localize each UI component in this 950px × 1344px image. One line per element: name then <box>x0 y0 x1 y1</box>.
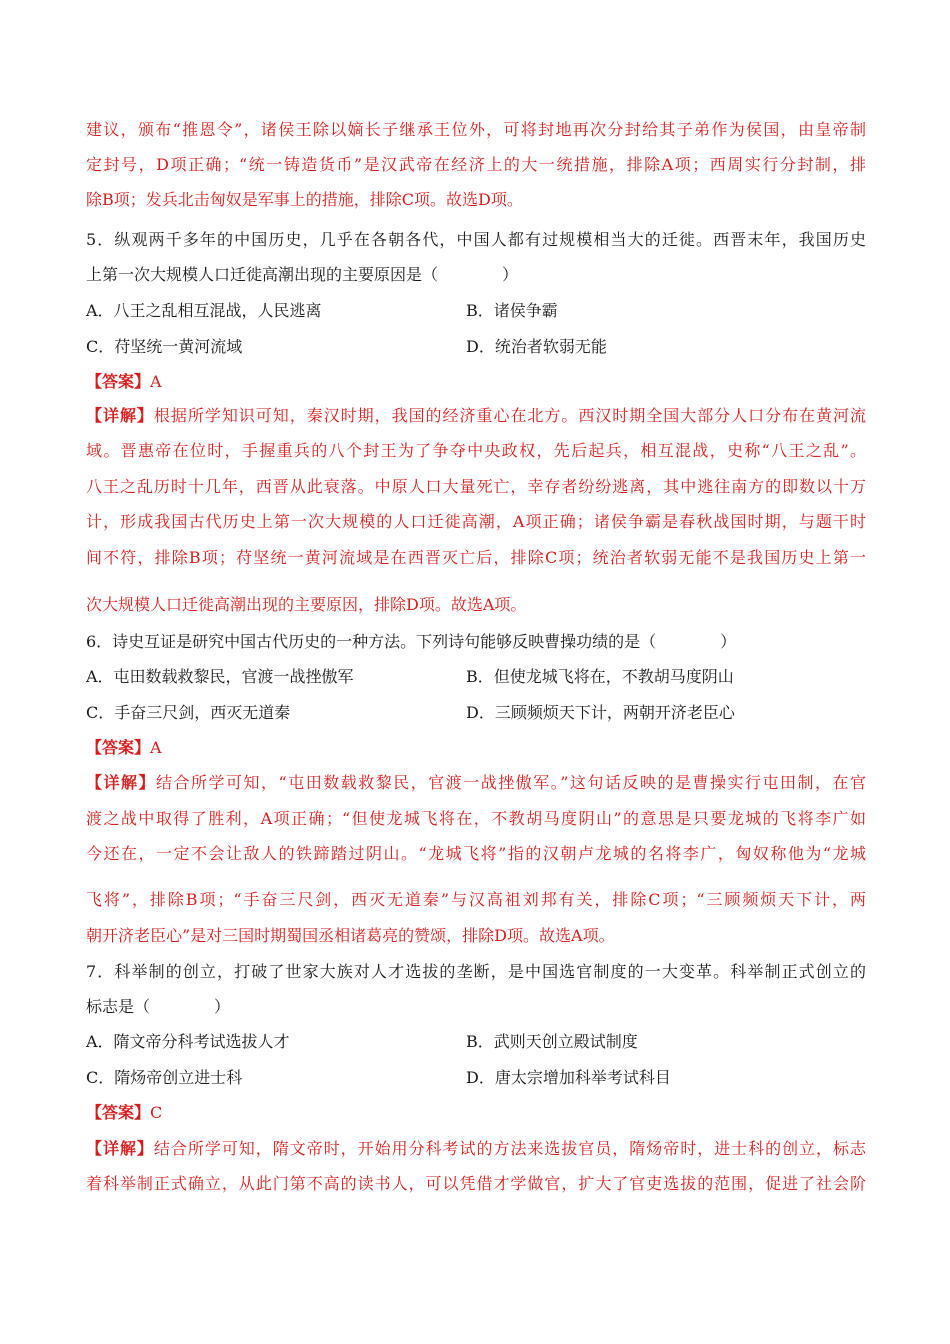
q5-option-b: B．诸侯争霸 <box>466 301 558 320</box>
q7-option-b: B．武则天创立殿试制度 <box>466 1032 638 1051</box>
q6-detail-tag: 【详解】 <box>86 773 157 792</box>
q7-option-a: A．隋文帝分科考试选拔人才 <box>86 1032 290 1051</box>
q5-stem-line-1: 5．纵观两千多年的中国历史，几乎在各朝各代，中国人都有过规模相当大的迁徙。西晋末年，我国历史 <box>86 230 866 249</box>
q7-answer-value: C <box>150 1103 163 1122</box>
q6-option-c: C．手奋三尺剑，西灭无道秦 <box>86 703 291 722</box>
q6-detail-line-3: 今还在，一定不会让敌人的铁蹄踏过阴山。“龙城飞将”指的汉朝卢龙城的名将李广，匈奴称他为“龙城 <box>86 844 866 863</box>
q6-detail-line-2: 渡之战中取得了胜利，A项正确；“但使龙城飞将在，不教胡马度阴山”的意思是只要龙城的飞将李广如 <box>86 809 866 828</box>
q5-option-c: C．苻坚统一黄河流域 <box>86 337 243 356</box>
q6-option-b: B．但使龙城飞将在，不教胡马度阴山 <box>466 667 734 686</box>
q5-detail-line-4: 计，形成我国古代历史上第一次大规模的人口迁徙高潮，A项正确；诸侯争霸是春秋战国时期，与题干时 <box>86 512 866 531</box>
q7-option-c: C．隋炀帝创立进士科 <box>86 1068 243 1087</box>
q5-stem-line-2: 上第一次大规模人口迁徙高潮出现的主要原因是（ ） <box>86 265 519 284</box>
q7-answer <box>86 1102 162 1124</box>
q7-stem-line-1: 7．科举制的创立，打破了世家大族对人才选拔的垄断，是中国选官制度的一大变革。科举制正式创立的 <box>86 962 866 981</box>
q5-detail-line-1 <box>86 405 866 427</box>
prev-detail-line-2: 定封号，D项正确；“统一铸造货币”是汉武帝在经济上的大一统措施，排除A项；西周实行分封制，排 <box>86 155 866 174</box>
q6-answer <box>86 737 162 759</box>
q5-detail-tag: 【详解】 <box>86 406 154 425</box>
q5-answer-value: A <box>150 372 162 391</box>
q7-answer-tag: 【答案】 <box>86 1103 151 1122</box>
q7-detail-line-1 <box>86 1138 866 1160</box>
q5-answer <box>86 371 162 393</box>
q5-option-a: A．八王之乱相互混战，人民逃离 <box>86 301 322 320</box>
q6-answer-tag: 【答案】 <box>86 738 151 757</box>
q6-detail-text-1: 结合所学可知，“屯田数载救黎民，官渡一战挫傲军。”这句话反映的是曹操实行屯田制，在官 <box>156 773 866 792</box>
q5-option-d: D．统治者软弱无能 <box>466 337 607 356</box>
q5-detail-line-2: 域。晋惠帝在位时，手握重兵的八个封王为了争夺中央政权，先后起兵，相互混战，史称“八王之乱”。 <box>86 441 866 460</box>
q7-stem-line-2: 标志是（ ） <box>86 997 231 1016</box>
q7-detail-tag: 【详解】 <box>86 1139 154 1158</box>
q6-answer-value: A <box>150 738 162 757</box>
q5-detail-text-1: 根据所学知识可知，秦汉时期，我国的经济重心在北方。西汉时期全国大部分人口分布在黄河流 <box>153 406 866 425</box>
q5-detail-line-5: 间不符，排除B项；苻坚统一黄河流域是在西晋灭亡后，排除C项；统治者软弱无能不是我国历史上第一 <box>86 548 866 567</box>
prev-detail-line-1: 建议，颁布“推恩令”，诸侯王除以嫡长子继承王位外，可将封地再次分封给其子弟作为侯国，由皇帝制 <box>86 120 866 139</box>
q5-answer-tag: 【答案】 <box>86 372 151 391</box>
q7-detail-line-2: 着科举制正式确立，从此门第不高的读书人，可以凭借才学做官，扩大了官吏选拔的范围，促进了社会阶 <box>86 1174 866 1193</box>
q7-option-d: D．唐太宗增加科举考试科目 <box>466 1068 671 1087</box>
q6-detail-line-4: 飞将”，排除B项；“手奋三尺剑，西灭无道秦”与汉高祖刘邦有关，排除C项；“三顾频烦天下计，两 <box>86 890 866 909</box>
q6-detail-line-5: 朝开济老臣心”是对三国时期蜀国丞相诸葛亮的赞颂，排除D项。故选A项。 <box>86 926 615 945</box>
prev-detail-line-3: 除B项；发兵北击匈奴是军事上的措施，排除C项。故选D项。 <box>86 190 523 209</box>
q7-detail-text-1: 结合所学可知，隋文帝时，开始用分科考试的方法来选拔官员，隋炀帝时，进士科的创立，标志 <box>153 1139 866 1158</box>
q5-detail-line-3: 八王之乱历时十几年，西晋从此衰落。中原人口大量死亡，幸存者纷纷逃离，其中逃往南方的即数以十万 <box>86 477 866 496</box>
q5-detail-line-6: 次大规模人口迁徙高潮出现的主要原因，排除D项。故选A项。 <box>86 595 527 614</box>
q6-detail-line-1 <box>86 772 866 794</box>
q6-option-a: A．屯田数载救黎民，官渡一战挫傲军 <box>86 667 354 686</box>
q6-option-d: D．三顾频烦天下计，两朝开济老臣心 <box>466 703 735 722</box>
q6-stem-line-1: 6．诗史互证是研究中国古代历史的一种方法。下列诗句能够反映曹操功绩的是（ ） <box>86 632 737 651</box>
